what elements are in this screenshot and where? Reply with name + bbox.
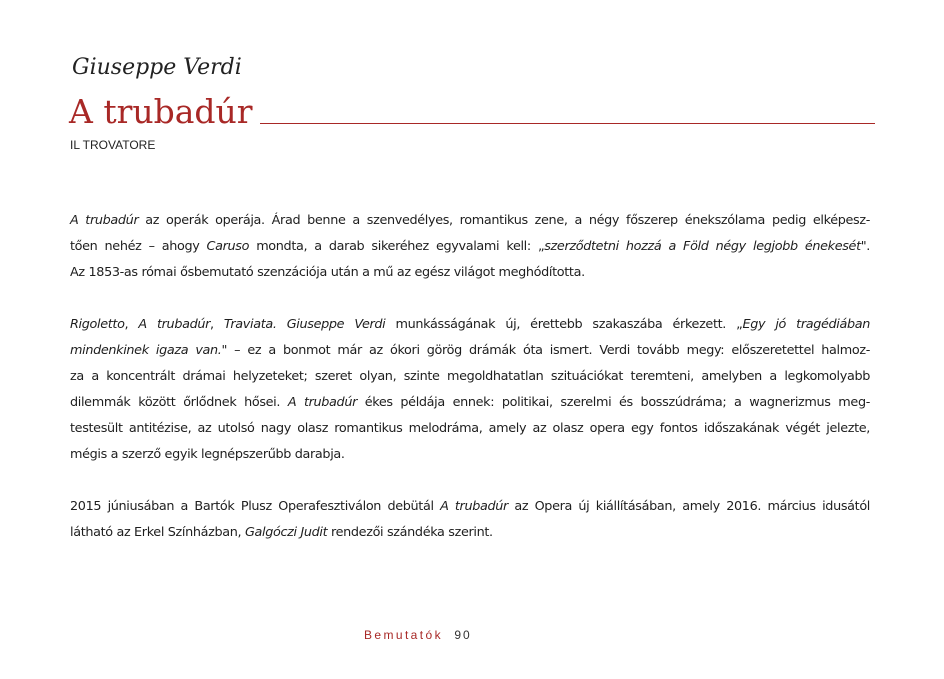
italic-run: mindenkinek igaza van.: [70, 343, 222, 358]
title-row: [69, 93, 875, 135]
paragraph-line: [70, 364, 870, 390]
italic-run: Galgóczi Judit: [244, 525, 328, 540]
footer-section: Bemutatók: [364, 628, 443, 642]
italic-run: A trubadúr: [287, 395, 357, 410]
text-run: mégis a szerző egyik legnépszerűbb darabja.: [70, 447, 345, 462]
article-body: [70, 208, 870, 572]
page-title: A trubadúr: [69, 92, 253, 131]
text-run: munkásságának új, érettebb szakaszába érkezett. „: [385, 317, 743, 332]
title-rule: [260, 123, 875, 124]
original-title: IL TROVATORE: [70, 138, 156, 152]
italic-run: A trubadúr: [138, 317, 211, 332]
paragraph-line: [70, 260, 870, 286]
text-run: dilemmák között őrlődnek hősei.: [70, 395, 288, 410]
text-run: rendezői szándéka szerint.: [327, 525, 493, 540]
paragraph-line: [70, 416, 870, 442]
page-number: 90: [454, 628, 472, 642]
paragraph: [70, 312, 870, 468]
italic-run: A trubadúr: [70, 213, 139, 228]
text-run: ékes példája ennek: politikai, szerelmi és bosszúdráma; a wagnerizmus meg-: [357, 395, 870, 410]
text-run: látható az Erkel Színházban,: [70, 525, 245, 540]
paragraph-line: [70, 520, 870, 546]
italic-run: szerződtetni hozzá a Föld négy legjobb énekesét: [544, 239, 861, 254]
paragraph-line: [70, 338, 870, 364]
composer-name: Giuseppe Verdi: [72, 55, 242, 80]
paragraph-line: [70, 390, 870, 416]
paragraph-line: [70, 312, 870, 338]
paragraph-line: [70, 234, 870, 260]
italic-run: Egy jó tragédiában: [742, 317, 871, 332]
text-run: ,: [210, 317, 224, 332]
text-run: tően nehéz – ahogy: [70, 239, 207, 254]
text-run: za a koncentrált drámai helyzeteket; szeret olyan, szinte megoldhatatlan szituációkat teremteni, amelyben a legkomolyabb: [70, 369, 870, 384]
paragraph-line: [70, 494, 870, 520]
italic-run: Rigoletto: [70, 317, 125, 332]
paragraph-line: [70, 208, 870, 234]
text-run: mondta, a darab sikeréhez egyvalami kell: „: [249, 239, 545, 254]
text-run: " – ez a bonmot már az ókori görög drámák óta ismert. Verdi tovább megy: előszeretettel halmoz-: [221, 343, 870, 358]
text-run: az Opera új kiállításában, amely 2016. március idusától: [507, 499, 871, 514]
text-run: 2015 júniusában a Bartók Plusz Operafesztiválon debütál: [70, 499, 441, 514]
footer: [364, 628, 472, 642]
italic-run: A trubadúr: [440, 499, 508, 514]
paragraph: [70, 208, 870, 286]
text-run: ".: [860, 239, 870, 254]
text-run: Az 1853-as római ősbemutató szenzációja után a mű az egész világot meghódította.: [70, 265, 585, 280]
text-run: ,: [124, 317, 139, 332]
text-run: testesült antitézise, az utolsó nagy olasz romantikus melodráma, amely az olasz opera egy fontos időszakának végét jelezte,: [70, 421, 870, 436]
paragraph-line: [70, 442, 870, 468]
paragraph: [70, 494, 870, 546]
italic-run: Traviata. Giuseppe Verdi: [223, 317, 386, 332]
text-run: az operák operája. Árad benne a szenvedélyes, romantikus zene, a négy főszerep énekszólama pedig elképesz-: [138, 213, 870, 228]
italic-run: Caruso: [206, 239, 250, 254]
